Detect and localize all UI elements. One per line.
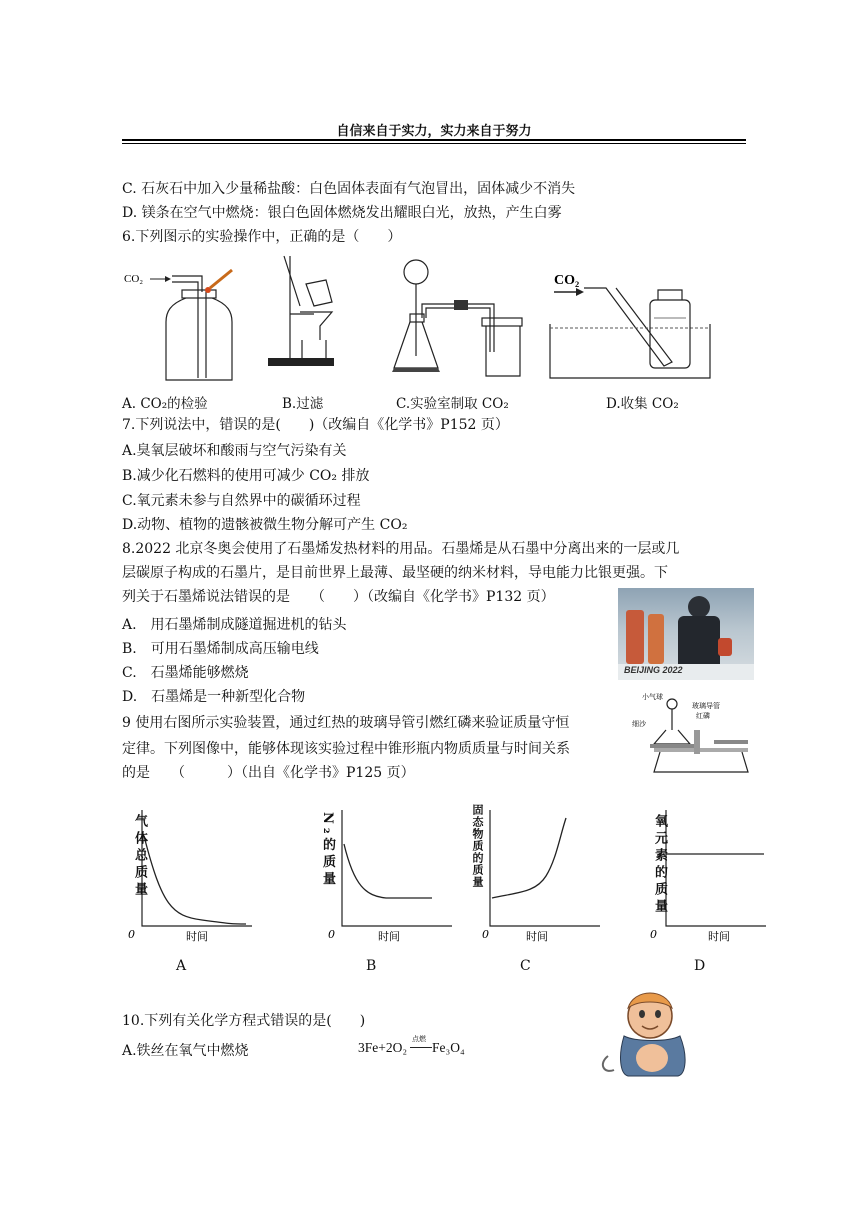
q9-graph-a-xlabel: 时间 [186, 930, 208, 943]
q9-graph-a-letter: A [176, 958, 187, 974]
q6-stem: 6.下列图示的实验操作中，正确的是（ ） [122, 229, 402, 245]
q9-graph-c-curve [492, 818, 566, 898]
q9-graph-a-curve [144, 836, 246, 924]
q9-graph-c-xlabel: 时间 [526, 930, 548, 943]
q9-label-phosphorus: 红磷 [696, 712, 710, 720]
q9-graph-b [322, 806, 462, 956]
q7-stem: 7.下列说法中，错误的是( )（改编自《化学书》P152 页） [122, 417, 509, 433]
q6-caption-a: A. CO₂的检验 [122, 396, 208, 412]
q7-option-b: B.减少化石燃料的使用可减少 CO₂ 排放 [122, 468, 370, 484]
q8-option-a: A. 用石墨烯制成隧道掘进机的钻头 [122, 617, 347, 633]
q8-stem-line3: 列关于石墨烯说法错误的是 （ ）（改编自《化学书》P132 页） [122, 589, 555, 605]
q9-graph-b-ylabel: N₂的质量 [320, 812, 335, 889]
q7-option-a: A.臭氧层破坏和酸雨与空气污染有关 [122, 443, 347, 459]
q9-graph-b-curve [344, 844, 432, 898]
q10-stem: 10.下列有关化学方程式错误的是( ) [122, 1013, 366, 1029]
q9-graph-c-ylabel: 固态物质的质量 [471, 804, 484, 888]
q7-option-c: C.氧元素未参与自然界中的碳循环过程 [122, 493, 361, 509]
q10-option-a-reactants: 3Fe+2O₂ [358, 1040, 408, 1055]
q9-graph-d-origin: 0 [650, 928, 657, 941]
header-rule-thick [122, 139, 746, 141]
q9-stem-line2: 定律。下列图像中，能够体现该实验过程中锥形瓶内物质质量与时间关系 [122, 741, 570, 757]
q9-stem-line3: 的是 （ ）（出自《化学书》P125 页） [122, 765, 415, 781]
q6-apparatus-b [262, 254, 352, 374]
q6-apparatus-d [546, 266, 716, 384]
q6-caption-d: D.收集 CO₂ [606, 396, 679, 412]
q8-photo [618, 588, 754, 680]
q9-graph-c [470, 806, 610, 956]
q9-graph-d-ylabel: 氧元素的质量 [652, 814, 667, 916]
q7-option-d: D.动物、植物的遗骸被微生物分解可产生 CO₂ [122, 517, 408, 533]
q10-option-a-arrow [410, 1047, 432, 1048]
q9-apparatus [632, 690, 762, 780]
q6-co2-label-a: CO₂ [124, 273, 144, 285]
q8-option-c: C. 石墨烯能够燃烧 [122, 665, 249, 681]
q6-caption-c: C.实验室制取 CO₂ [396, 396, 509, 412]
cartoon-character-illustration [598, 986, 702, 1078]
header-motto: 自信来自于实力，实力来自于努力 [336, 124, 532, 139]
q8-stem-line2: 层碳原子构成的石墨片，是目前世界上最薄、最坚硬的纳米材料，导电能力比银更强。下 [122, 565, 668, 581]
q9-label-sand: 细沙 [632, 720, 646, 728]
q9-label-balloon: 小气球 [642, 693, 663, 701]
q6-co2-label-d: CO₂ [554, 273, 580, 288]
q9-graph-c-origin: 0 [482, 928, 489, 941]
q8-option-b: B. 可用石墨烯制成高压输电线 [122, 641, 319, 657]
q8-photo-text: BEIJING 2022 [624, 665, 683, 675]
q9-graph-b-xlabel: 时间 [378, 930, 400, 943]
q10-option-a-product: Fe₃O₄ [432, 1040, 465, 1055]
q5-option-d: D. 镁条在空气中燃烧：银白色固体燃烧发出耀眼白光，放热，产生白雾 [122, 205, 562, 221]
q9-graph-b-origin: 0 [328, 928, 335, 941]
q6-caption-b: B.过滤 [282, 396, 324, 412]
q6-apparatus-c [386, 256, 526, 382]
q9-graph-a-ylabel: 气体总质量 [132, 814, 147, 899]
q9-graph-a-origin: 0 [128, 928, 135, 941]
q6-apparatus-a [120, 262, 240, 387]
q8-stem-line1: 8.2022 北京冬奥会使用了石墨烯发热材料的用品。石墨烯是从石墨中分离出来的一层或几 [122, 541, 680, 557]
q8-option-d: D. 石墨烯是一种新型化合物 [122, 689, 306, 705]
q9-graph-b-letter: B [366, 958, 377, 974]
q9-graph-c-letter: C [520, 958, 531, 974]
q9-label-tube: 玻璃导管 [692, 702, 720, 710]
header-rule-thin [122, 143, 746, 144]
q9-stem-line1: 9 使用右图所示实验装置，通过红热的玻璃导管引燃红磷来验证质量守恒 [122, 715, 570, 731]
q10-option-a-condition: 点燃 [412, 1035, 426, 1043]
q9-graph-d-letter: D [694, 958, 706, 974]
q5-option-c: C. 石灰石中加入少量稀盐酸：白色固体表面有气泡冒出，固体减少不消失 [122, 181, 576, 197]
q9-graph-d-xlabel: 时间 [708, 930, 730, 943]
q10-option-a-text: A.铁丝在氧气中燃烧 [122, 1043, 249, 1059]
